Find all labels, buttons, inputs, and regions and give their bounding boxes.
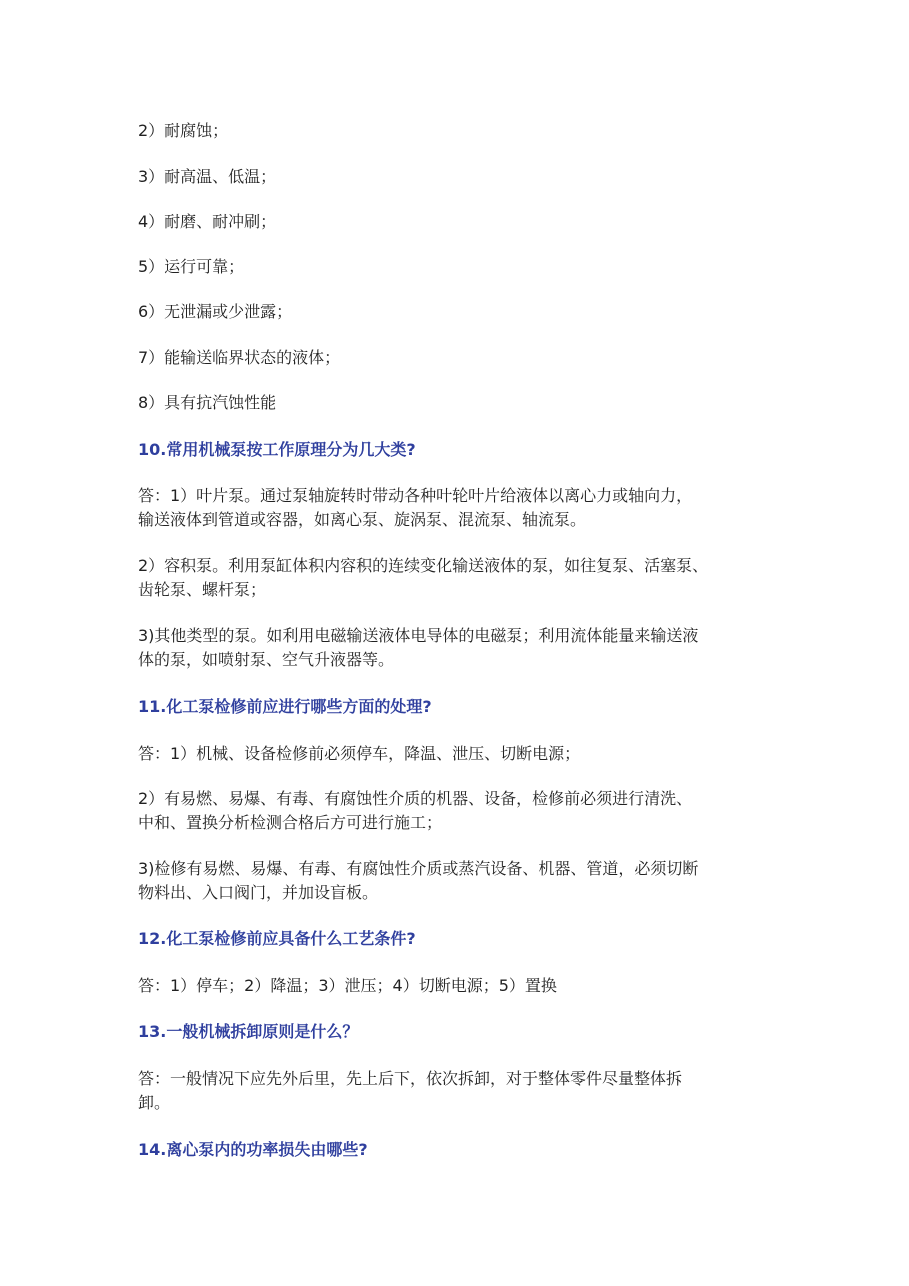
section-heading: 12.化工泵检修前应具备什么工艺条件? (138, 929, 416, 948)
paragraph (138, 624, 783, 672)
list-item: 7）能输送临界状态的液体； (138, 348, 341, 367)
paragraph-line: 答：1）叶片泵。通过泵轴旋转时带动各种叶轮叶片给液体以离心力或轴向力， (138, 486, 693, 505)
paragraph (138, 974, 783, 998)
section-heading: 13.一般机械拆卸原则是什么？ (138, 1022, 359, 1041)
paragraph-line: 答：一般情况下应先外后里，先上后下，依次拆卸，对于整体零件尽量整体拆 (138, 1069, 683, 1088)
paragraph-line: 输送液体到管道或容器，如离心泵、旋涡泵、混流泵、轴流泵。 (138, 510, 587, 529)
paragraph-line: 答：1）停车；2）降温；3）泄压；4）切断电源；5）置换 (138, 976, 557, 995)
list-item: 4）耐磨、耐冲刷； (138, 212, 277, 231)
list-item: 6）无泄漏或少泄露； (138, 302, 293, 321)
paragraph-line: 2）容积泵。利用泵缸体积内容积的连续变化输送液体的泵，如往复泵、活塞泵、 (138, 556, 709, 575)
paragraph-line: 3)其他类型的泵。如利用电磁输送液体电导体的电磁泵；利用流体能量来输送液 (138, 626, 699, 645)
paragraph (138, 742, 783, 766)
paragraph-line: 物料出、入口阀门，并加设盲板。 (138, 883, 379, 902)
paragraph (138, 857, 783, 905)
section-heading: 11.化工泵检修前应进行哪些方面的处理? (138, 697, 432, 716)
paragraph-line: 中和、置换分析检测合格后方可进行施工； (138, 813, 443, 832)
paragraph-line: 答：1）机械、设备检修前必须停车，降温、泄压、切断电源； (138, 744, 581, 763)
paragraph (138, 787, 783, 835)
paragraph-line: 2）有易燃、易爆、有毒、有腐蚀性介质的机器、设备，检修前必须进行清洗、 (138, 789, 693, 808)
paragraph-line: 3)检修有易燃、易爆、有毒、有腐蚀性介质或蒸汽设备、机器、管道，必须切断 (138, 859, 699, 878)
section-heading: 10.常用机械泵按工作原理分为几大类? (138, 440, 416, 459)
section-heading: 14.离心泵内的功率损失由哪些? (138, 1140, 368, 1159)
paragraph (138, 1067, 783, 1115)
paragraph-line: 齿轮泵、螺杆泵； (138, 580, 267, 599)
paragraph (138, 484, 783, 532)
list-item: 3）耐高温、低温； (138, 167, 277, 186)
list-item: 8）具有抗汽蚀性能 (138, 393, 277, 412)
paragraph (138, 554, 783, 602)
paragraph-line: 卸。 (138, 1093, 171, 1112)
paragraph-line: 体的泵，如喷射泵、空气升液器等。 (138, 650, 395, 669)
list-item: 5）运行可靠； (138, 257, 245, 276)
list-item: 2）耐腐蚀； (138, 121, 229, 140)
